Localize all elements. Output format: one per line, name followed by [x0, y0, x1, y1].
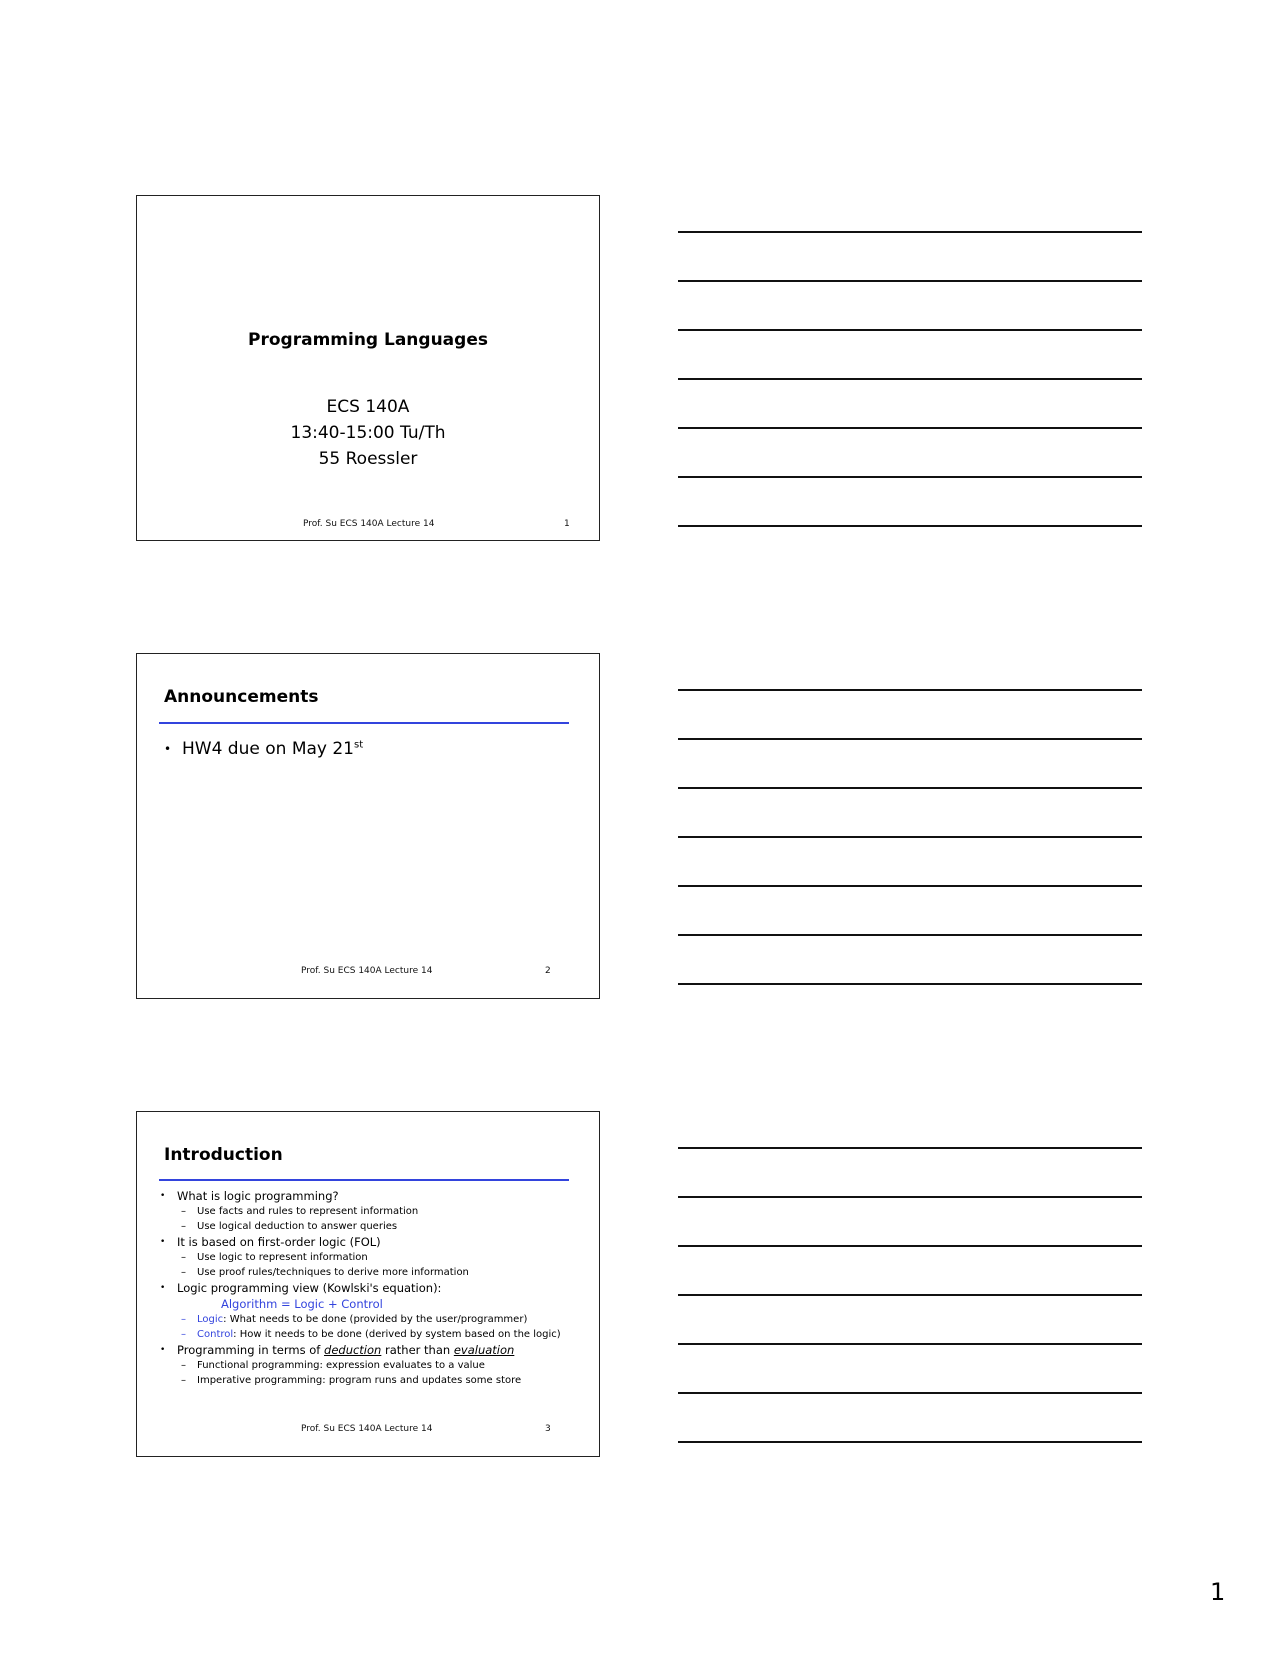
- list-subitem: – Use logic to represent information: [159, 1250, 593, 1265]
- note-line: [678, 1392, 1142, 1394]
- emphasis-deduction: deduction: [324, 1343, 382, 1357]
- slide-1-line-room: 55 Roessler: [318, 449, 418, 469]
- slide-3-bullet-list: [159, 1188, 593, 1388]
- slide-3: [136, 1111, 600, 1457]
- kowalski-equation: Algorithm = Logic + Control: [221, 1297, 383, 1311]
- note-line: [678, 476, 1142, 478]
- slide-number: 2: [545, 966, 551, 976]
- list-item: • What is logic programming?: [159, 1188, 593, 1204]
- slide-2-heading: Announcements: [164, 687, 319, 707]
- bullet-icon: •: [164, 742, 172, 756]
- slide-footer-text: Prof. Su ECS 140A Lecture 14: [301, 966, 433, 976]
- note-line: [678, 836, 1142, 838]
- page-number: 1: [1210, 1578, 1226, 1606]
- slide-footer-text: Prof. Su ECS 140A Lecture 14: [301, 1424, 433, 1434]
- note-line: [678, 885, 1142, 887]
- emphasis-evaluation: evaluation: [453, 1343, 515, 1357]
- note-line: [678, 280, 1142, 282]
- slide-1-line-course: ECS 140A: [326, 397, 410, 417]
- list-subitem: – Use proof rules/techniques to derive more information: [159, 1265, 593, 1280]
- slide-1: [136, 195, 600, 541]
- list-subitem: – Functional programming: expression evaluates to a value: [159, 1358, 593, 1373]
- term-logic: Logic: [197, 1314, 224, 1325]
- term-control-desc: : How it needs to be done (derived by system based on the logic): [233, 1329, 561, 1340]
- note-line: [678, 378, 1142, 380]
- slide-2: [136, 653, 600, 999]
- text-segment: Programming in terms of: [177, 1343, 325, 1357]
- note-line: [678, 1441, 1142, 1443]
- term-logic-desc: : What needs to be done (provided by the user/programmer): [223, 1314, 528, 1325]
- note-line: [678, 1245, 1142, 1247]
- note-line: [678, 1343, 1142, 1345]
- text-segment: rather than: [381, 1343, 454, 1357]
- slide-number: 3: [545, 1424, 551, 1434]
- note-line: [678, 427, 1142, 429]
- note-line: [678, 1147, 1142, 1149]
- slide-2-bullet-text: HW4 due on May 21: [182, 739, 355, 759]
- list-subitem: – Use facts and rules to represent information: [159, 1204, 593, 1219]
- note-line: [678, 1196, 1142, 1198]
- note-line: [678, 329, 1142, 331]
- list-item: • It is based on first-order logic (FOL): [159, 1234, 593, 1250]
- slide-1-line-time: 13:40-15:00 Tu/Th: [290, 423, 446, 443]
- note-line: [678, 525, 1142, 527]
- list-subitem: [159, 1312, 593, 1327]
- note-line: [678, 689, 1142, 691]
- list-item: [159, 1342, 593, 1358]
- note-line: [678, 934, 1142, 936]
- slide-2-bullet-sup: st: [354, 739, 364, 751]
- list-subitem: [159, 1327, 593, 1342]
- slide-2-bullet: [164, 739, 363, 759]
- list-item: • Logic programming view (Kowlski's equation):: [159, 1280, 593, 1296]
- slide-3-heading: Introduction: [164, 1145, 283, 1165]
- list-subitem: – Use logical deduction to answer queries: [159, 1219, 593, 1234]
- slide-3-heading-rule: [159, 1179, 569, 1181]
- note-line: [678, 787, 1142, 789]
- term-control: Control: [197, 1329, 234, 1340]
- slide-number: 1: [564, 519, 570, 529]
- slide-2-heading-rule: [159, 722, 569, 724]
- slide-1-lines: [137, 394, 599, 472]
- slide-1-title: Programming Languages: [248, 330, 488, 350]
- note-line: [678, 1294, 1142, 1296]
- list-subitem: – Imperative programming: program runs and updates some store: [159, 1373, 593, 1388]
- note-line: [678, 231, 1142, 233]
- slide-footer-text: Prof. Su ECS 140A Lecture 14: [303, 519, 435, 529]
- note-line: [678, 983, 1142, 985]
- note-line: [678, 738, 1142, 740]
